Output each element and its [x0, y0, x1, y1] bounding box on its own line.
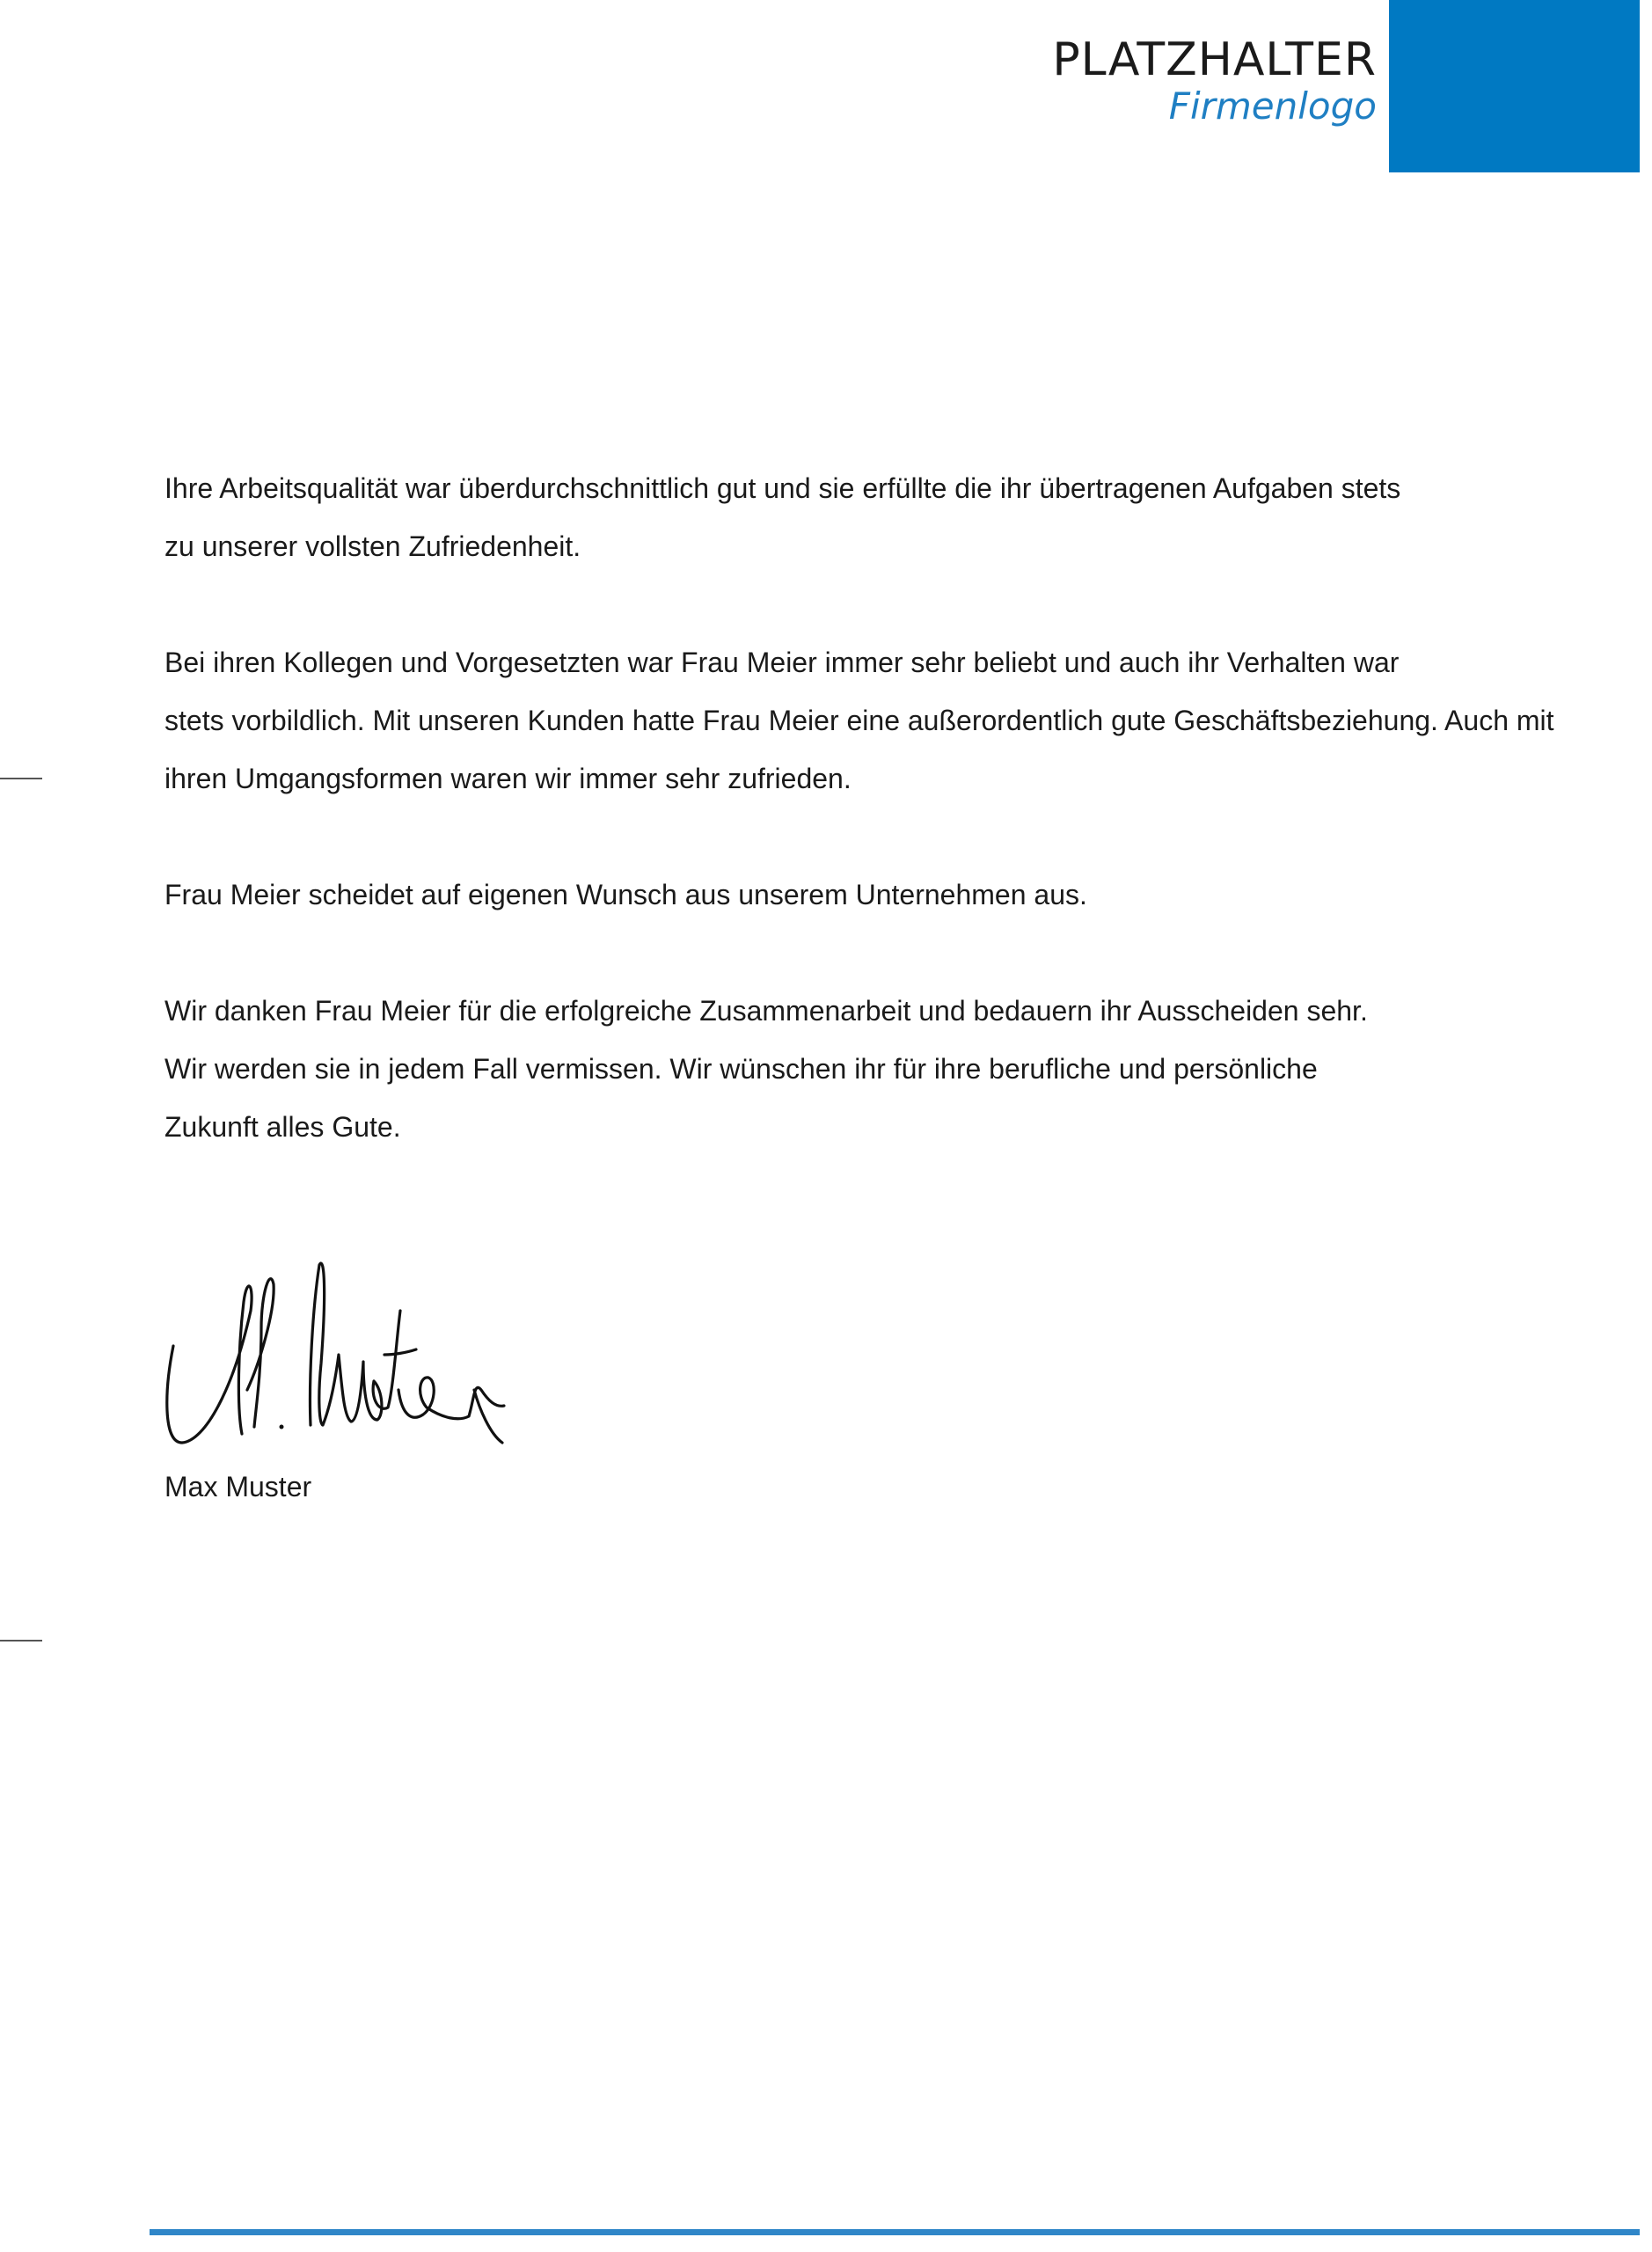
paragraph-conduct — [164, 633, 1625, 808]
text-line: stets vorbildlich. Mit unseren Kunden hatte Frau Meier eine außerordentlich gute Geschäftsbeziehung. Auch mit — [164, 705, 1554, 736]
text-line: Ihre Arbeitsqualität war überdurchschnittlich gut und sie erfüllte die ihr übertragenen Aufgaben stets — [164, 472, 1401, 504]
footer-rule — [150, 2229, 1640, 2235]
text-line: Bei ihren Kollegen und Vorgesetzten war Frau Meier immer sehr beliebt und auch ihr Verhalten war — [164, 647, 1400, 678]
text-line: zu unserer vollsten Zufriedenheit. — [164, 530, 581, 562]
text-line: Wir werden sie in jedem Fall vermissen. Wir wünschen ihr für ihre berufliche und persönliche — [164, 1053, 1318, 1085]
fold-mark-top — [0, 778, 42, 779]
logo-blue-block — [1389, 0, 1640, 172]
letter-body — [164, 459, 1625, 1214]
fold-mark-bottom — [0, 1640, 42, 1641]
signer-name: Max Muster — [164, 1471, 312, 1503]
logo-main-text: PLATZHALTER — [1052, 33, 1377, 86]
text-line: Wir danken Frau Meier für die erfolgreiche Zusammenarbeit und bedauern ihr Ausscheiden sehr. — [164, 995, 1368, 1027]
paragraph-work-quality — [164, 459, 1625, 575]
paragraph-closing — [164, 982, 1625, 1156]
logo-sub-text: Firmenlogo — [1168, 84, 1377, 128]
company-logo — [1052, 0, 1640, 172]
handwritten-signature — [163, 1258, 523, 1460]
text-line: Frau Meier scheidet auf eigenen Wunsch aus unserem Unternehmen aus. — [164, 879, 1087, 910]
text-line: Zukunft alles Gute. — [164, 1111, 401, 1143]
paragraph-departure — [164, 866, 1625, 924]
text-line: ihren Umgangsformen waren wir immer sehr zufrieden. — [164, 763, 852, 794]
logo-text — [1052, 0, 1389, 128]
